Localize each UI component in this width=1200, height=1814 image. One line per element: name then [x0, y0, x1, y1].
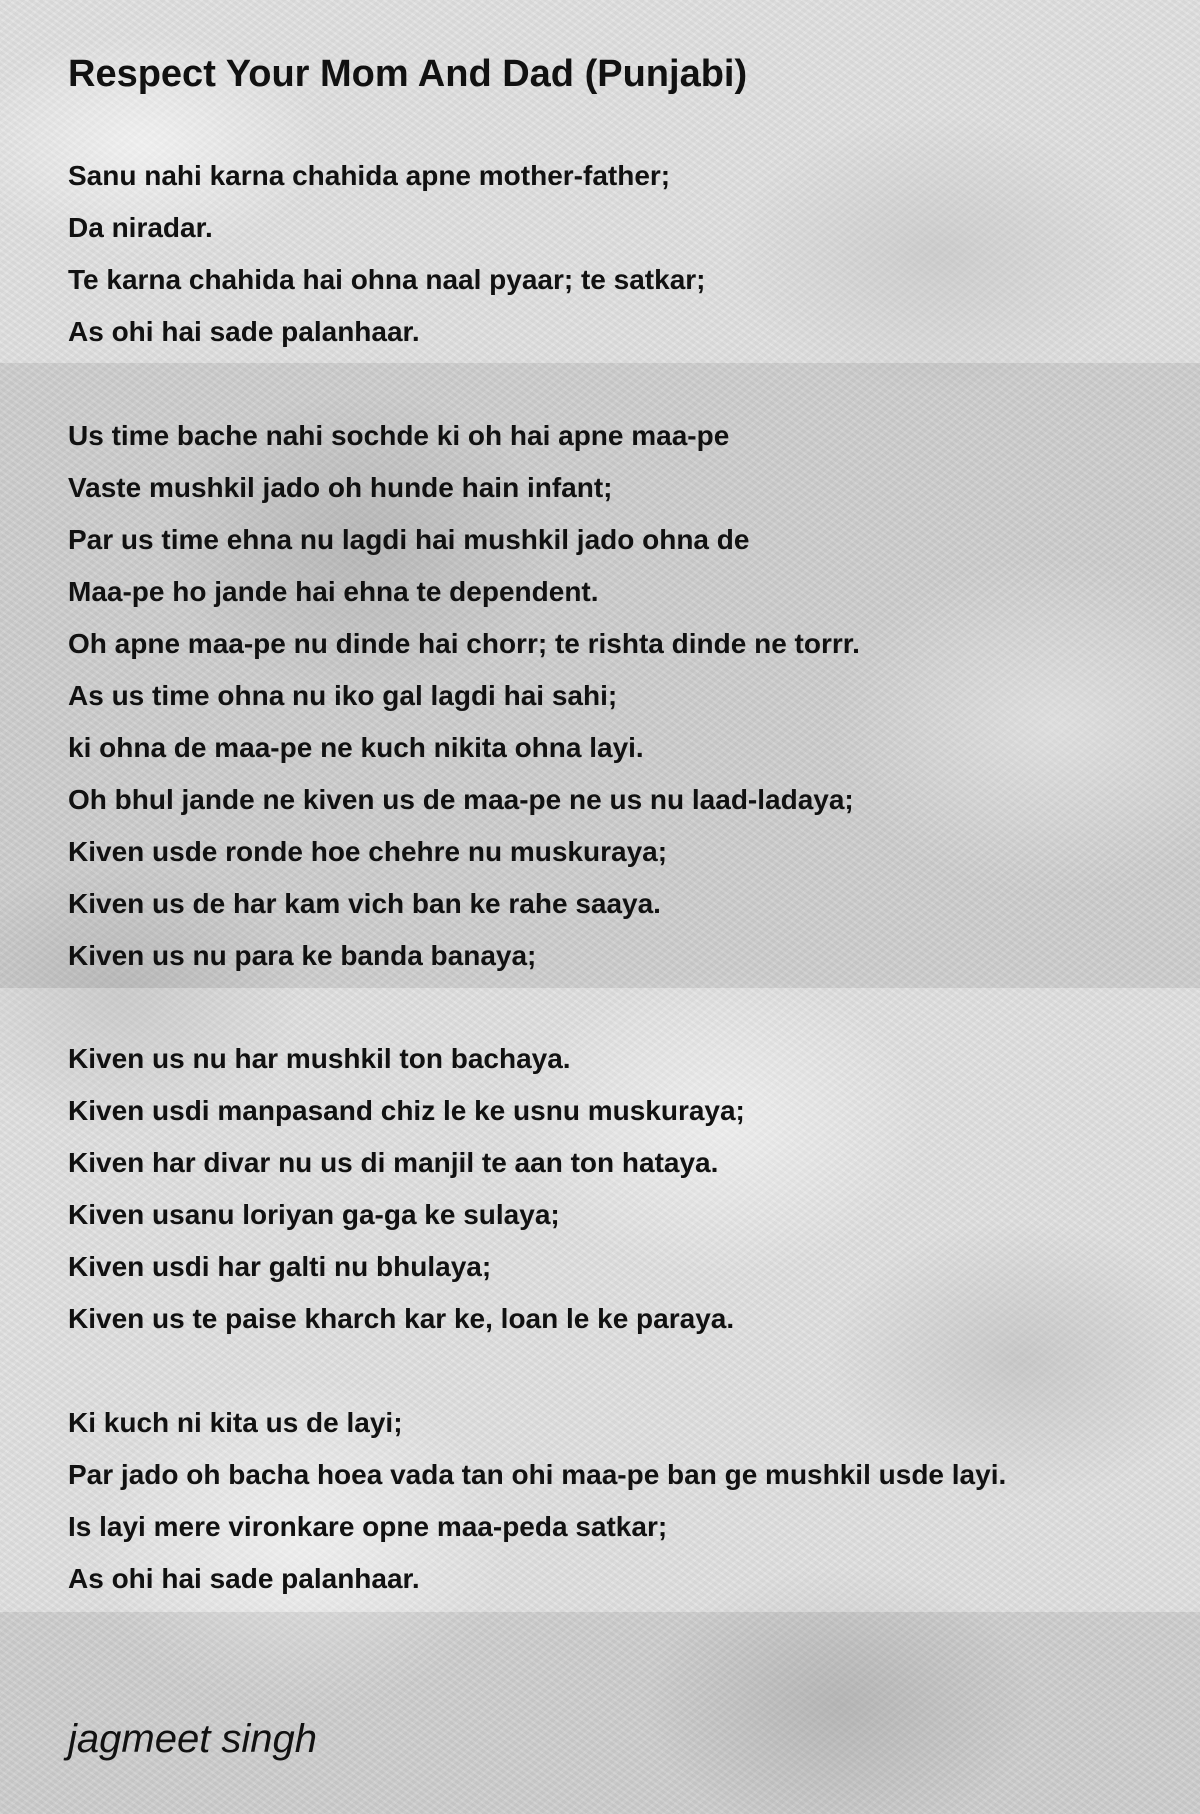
- poem-line: Oh bhul jande ne kiven us de maa-pe ne us nu laad-ladaya;: [68, 784, 854, 815]
- poem-line: As ohi hai sade palanhaar.: [68, 1563, 420, 1594]
- poem-line: Kiven usdi manpasand chiz le ke usnu muskuraya;: [68, 1095, 745, 1126]
- poem-line: As us time ohna nu iko gal lagdi hai sahi;: [68, 680, 618, 711]
- poem-line: Kiven us de har kam vich ban ke rahe saaya.: [68, 888, 661, 919]
- poem-line: Da niradar.: [68, 212, 213, 243]
- poem-line: Kiven usdi har galti nu bhulaya;: [68, 1251, 492, 1282]
- poem-line: Maa-pe ho jande hai ehna te dependent.: [68, 576, 599, 607]
- poem-line: Sanu nahi karna chahida apne mother-father;: [68, 160, 671, 191]
- stanza-1: [68, 150, 706, 358]
- poem-line: Kiven usanu loriyan ga-ga ke sulaya;: [68, 1199, 560, 1230]
- poem-line: Oh apne maa-pe nu dinde hai chorr; te rishta dinde ne torrr.: [68, 628, 860, 659]
- poem-line: Kiven us nu har mushkil ton bachaya.: [68, 1043, 571, 1074]
- poem-line: Vaste mushkil jado oh hunde hain infant;: [68, 472, 613, 503]
- poem-line: Kiven har divar nu us di manjil te aan ton hataya.: [68, 1147, 719, 1178]
- poem-author[interactable]: jagmeet singh: [68, 1717, 318, 1761]
- poem-line: Te karna chahida hai ohna naal pyaar; te satkar;: [68, 264, 706, 295]
- poem-line: Ki kuch ni kita us de layi;: [68, 1407, 403, 1438]
- poem-line: Kiven usde ronde hoe chehre nu muskuraya;: [68, 836, 668, 867]
- poem-line: ki ohna de maa-pe ne kuch nikita ohna layi.: [68, 732, 644, 763]
- stanza-2: [68, 410, 860, 982]
- poem-line: Par jado oh bacha hoea vada tan ohi maa-pe ban ge mushkil usde layi.: [68, 1459, 1007, 1490]
- stanza-3: [68, 1033, 745, 1345]
- poem-line: Kiven us te paise kharch kar ke, loan le ke paraya.: [68, 1303, 735, 1334]
- poem-line: Par us time ehna nu lagdi hai mushkil jado ohna de: [68, 524, 750, 555]
- stanza-4: [68, 1397, 1006, 1605]
- poem-line: Is layi mere vironkare opne maa-peda satkar;: [68, 1511, 668, 1542]
- poem-title: Respect Your Mom And Dad (Punjabi): [68, 53, 748, 95]
- background-band-4: [0, 1612, 1200, 1814]
- poem-line: Us time bache nahi sochde ki oh hai apne maa-pe: [68, 420, 730, 451]
- poem-line: Kiven us nu para ke banda banaya;: [68, 940, 537, 971]
- poem-line: As ohi hai sade palanhaar.: [68, 316, 420, 347]
